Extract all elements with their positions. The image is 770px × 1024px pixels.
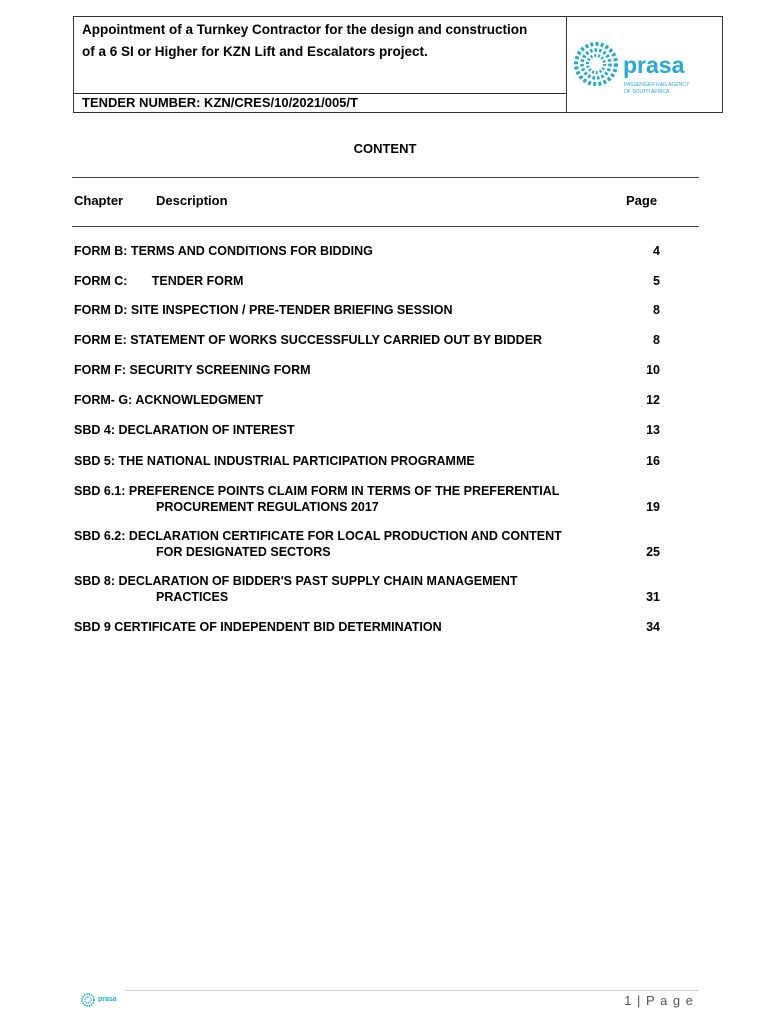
toc-entry-page: 19 [646,500,660,514]
document-title [74,17,567,93]
toc-entry-title: FORM F: SECURITY SCREENING FORM [74,363,311,377]
toc-entry-title-continued: FOR DESIGNATED SECTORS [156,545,331,559]
logo-subtext-1: PASSENGER RAIL AGENCY [624,82,690,88]
toc-entry-title: SBD 5: THE NATIONAL INDUSTRIAL PARTICIPATION PROGRAMME [74,454,475,468]
footer-prasa-logo [80,990,124,1015]
toc-entry-title-continued: PROCUREMENT REGULATIONS 2017 [156,500,379,514]
content-heading: CONTENT [353,141,417,156]
toc-entry-page: 5 [653,274,660,288]
toc-entry [74,392,660,408]
toc-entry [74,273,660,289]
toc-entry-title: FORM- G: ACKNOWLEDGMENT [74,393,264,407]
toc-entry-title: SBD 9 CERTIFICATE OF INDEPENDENT BID DETERMINATION [74,620,442,634]
toc-entry-page: 4 [653,244,660,258]
toc-entry [74,243,660,259]
logo-subtext-2: OF SOUTH AFRICA [624,89,670,95]
divider [72,177,699,178]
toc-entry [74,453,660,469]
column-chapter: Chapter [74,193,124,208]
toc-entry-page: 25 [646,545,660,559]
toc-entry-page: 8 [653,303,660,317]
toc-entry-title-continued: PRACTICES [156,590,229,604]
toc-entry-page: 13 [646,423,660,437]
toc-entry-page: 16 [646,454,660,468]
toc-entry-title: FORM B: TERMS AND CONDITIONS FOR BIDDING [74,244,373,258]
divider [72,226,699,227]
toc-entry [74,573,660,605]
toc-entry-title: FORM E: STATEMENT OF WORKS SUCCESSFULLY CARRIED OUT BY BIDDER [74,333,543,347]
footer-logo-icon [80,990,124,1010]
logo-text: prasa [623,52,685,78]
toc-entry-title: SBD 6.2: DECLARATION CERTIFICATE FOR LOCAL PRODUCTION AND CONTENT [74,529,562,543]
toc-entry [74,528,660,560]
toc-entry [74,422,660,438]
toc-entry-page: 31 [646,590,660,604]
title-line-1: Appointment of a Turnkey Contractor for the design and construction [82,22,528,37]
prasa-logo [567,17,723,113]
toc-entry [74,362,660,378]
toc-entry [74,302,660,318]
column-description: Description [156,193,228,208]
toc-entry-title: SBD 6.1: PREFERENCE POINTS CLAIM FORM IN TERMS OF THE PREFERENTIAL [74,484,560,498]
toc-entry-title: SBD 8: DECLARATION OF BIDDER'S PAST SUPPLY CHAIN MANAGEMENT [74,574,518,588]
toc-entry-page: 8 [653,333,660,347]
toc-entry-title: FORM C: TENDER FORM [74,274,244,288]
toc-entry [74,332,660,348]
toc-entry-page: 34 [646,620,660,634]
toc-entry-title: SBD 4: DECLARATION OF INTEREST [74,423,295,437]
toc-entry [74,619,660,635]
toc-entry [74,483,660,515]
toc-entry-title: FORM D: SITE INSPECTION / PRE-TENDER BRIEFING SESSION [74,303,453,317]
page-number: 1 | P a g e [624,993,694,1008]
tender-number: TENDER NUMBER: KZN/CRES/10/2021/005/T [74,93,567,113]
column-page: Page [626,193,658,208]
footer-divider [125,990,699,991]
prasa-logo-icon [567,17,723,113]
title-line-2: of a 6 SI or Higher for KZN Lift and Escalators project. [82,44,428,59]
toc-entry-page: 10 [646,363,660,377]
toc-entry-page: 12 [646,393,660,407]
footer-logo-text: prasa [98,996,117,1003]
header-table [73,16,723,113]
